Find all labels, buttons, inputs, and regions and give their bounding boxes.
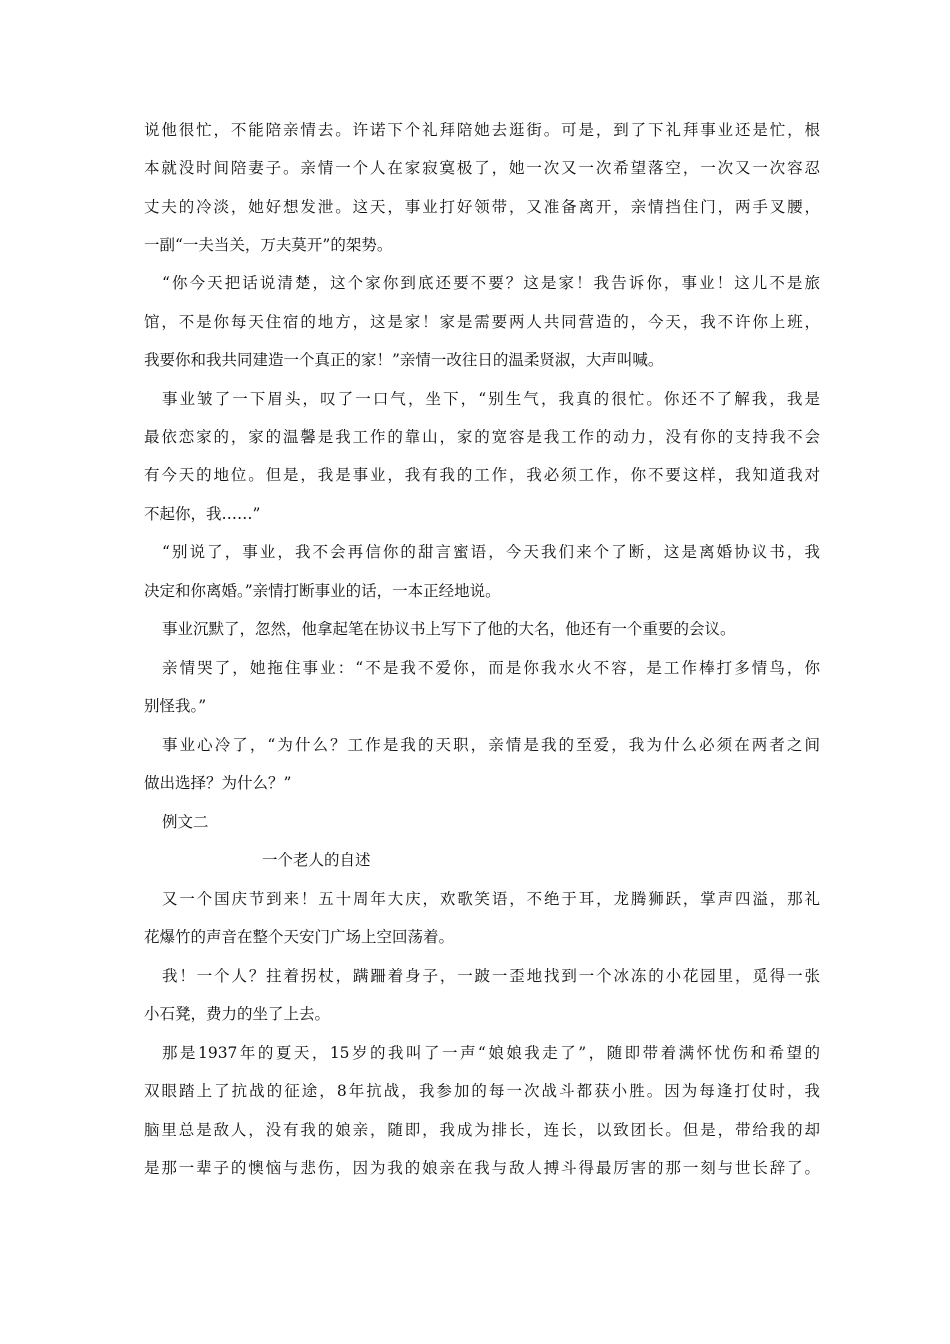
text-line: 别怪我。”: [144, 697, 207, 715]
text-line: 馆，不是你每天住宿的地方，这是家！家是需要两人共同营造的，今天，我不许你上班，: [144, 313, 820, 331]
text-line: 花爆竹的声音在整个天安门广场上空回荡着。: [144, 928, 455, 946]
text-line: 事业皱了一下眉头，叹了一口气，坐下，“别生气，我真的很忙。你还不了解我，我是: [162, 390, 820, 408]
essay-title: 一个老人的自述: [262, 851, 371, 869]
text-line: 事业心冷了，“为什么？工作是我的天职，亲情是我的至爱，我为什么必须在两者之间: [162, 736, 820, 754]
text-line: 又一个国庆节到来！五十周年大庆，欢歌笑语，不绝于耳，龙腾狮跃，掌声四溢，那礼: [162, 890, 820, 908]
section-label: 例文二: [162, 813, 209, 831]
text-line: 不起你，我……”: [144, 505, 261, 523]
text-line: 做出选择？为什么？”: [144, 774, 292, 792]
text-line: 一副“一夫当关，万夫莫开”的架势。: [144, 236, 393, 254]
text-line: 决定和你离婚。”亲情打断事业的话，一本正经地说。: [144, 582, 501, 600]
text-line: 脑里总是敌人，没有我的娘亲，随即，我成为排长，连长，以致团长。但是，带给我的却: [144, 1121, 820, 1139]
text-line: 是那一辈子的懊恼与悲伤，因为我的娘亲在我与敌人搏斗得最厉害的那一刻与世长辞了。: [144, 1159, 820, 1177]
text-line: “别说了，事业，我不会再信你的甜言蜜语，今天我们来个了断，这是离婚协议书，我: [162, 543, 820, 561]
text-line: 有今天的地位。但是，我是事业，我有我的工作，我必须工作，你不要这样，我知道我对: [144, 466, 820, 484]
text-line: 亲情哭了，她拖住事业：“不是我不爱你，而是你我水火不容，是工作棒打多情鸟，你: [162, 659, 820, 677]
text-line: 那是1937年的夏天，15岁的我叫了一声“娘娘我走了”，随即带着满怀忧伤和希望的: [162, 1044, 820, 1062]
text-line: 我要你和我共同建造一个真正的家！”亲情一改往日的温柔贤淑，大声叫喊。: [144, 351, 664, 369]
text-line: 小石凳，费力的坐了上去。: [144, 1005, 331, 1023]
text-line: 本就没时间陪妻子。亲情一个人在家寂寞极了，她一次又一次希望落空，一次又一次容忍: [144, 159, 820, 177]
text-line: 事业沉默了，忽然，他拿起笔在协议书上写下了他的大名，他还有一个重要的会议。: [162, 620, 736, 638]
text-line: “你今天把话说清楚，这个家你到底还要不要？这是家！我告诉你，事业！这儿不是旅: [162, 274, 820, 292]
text-line: 丈夫的冷淡，她好想发泄。这天，事业打好领带，又准备离开，亲情挡住门，两手叉腰，: [144, 198, 820, 216]
text-line: 双眼踏上了抗战的征途，8年抗战，我参加的每一次战斗都获小胜。因为每逢打仗时，我: [144, 1082, 820, 1100]
text-line: 最依恋家的，家的温馨是我工作的靠山，家的宽容是我工作的动力，没有你的支持我不会: [144, 428, 820, 446]
text-line: 我！一个人？拄着拐杖，蹒跚着身子，一跛一歪地找到一个冰冻的小花园里，觅得一张: [162, 967, 820, 985]
text-line: 说他很忙，不能陪亲情去。许诺下个礼拜陪她去逛街。可是，到了下礼拜事业还是忙，根: [144, 121, 820, 139]
